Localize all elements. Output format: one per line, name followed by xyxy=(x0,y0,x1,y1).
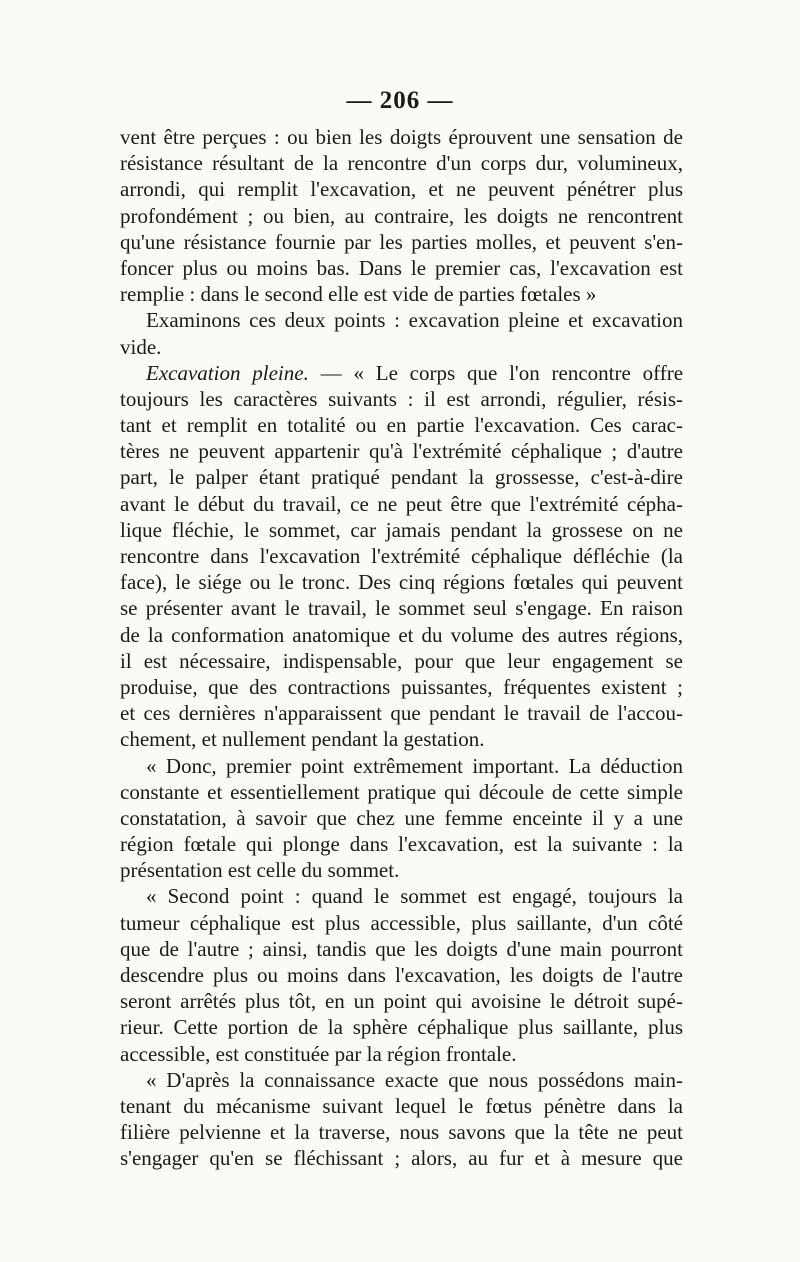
text-line: lique fléchie, le sommet, car jamais pendant la grossese on ne xyxy=(120,517,683,542)
text-line: avant le début du travail, ce ne peut être que l'extrémité cépha- xyxy=(120,491,683,516)
text-line-rest: — « Le corps que l'on rencontre offre xyxy=(320,360,684,385)
text-line: rencontre dans l'excavation l'extrémité céphalique défléchie (la xyxy=(120,544,683,568)
text-line: de la conformation anatomique et du volume des autres régions, xyxy=(120,622,683,647)
text-line: résistance résultant de la rencontre d'un corps dur, volumineux, xyxy=(120,151,683,176)
section-heading-italic: Excavation pleine. xyxy=(146,360,309,385)
text-line: vent être perçues : ou bien les doigts éprouvent une sensation de xyxy=(120,125,683,149)
text-line: « Donc, premier point extrêmement important. La déduction xyxy=(146,753,683,778)
text-line: il est nécessaire, indispensable, pour que leur engagement se xyxy=(120,648,683,673)
text-line: accessible, est constituée par la région frontale. xyxy=(120,1041,517,1066)
text-line: que de l'autre ; ainsi, tandis que les doigts d'une main pourront xyxy=(120,936,683,961)
text-line: se présenter avant le travail, le sommet seul s'engage. En raison xyxy=(120,596,683,621)
text-line: « D'après la connaissance exacte que nous possédons main- xyxy=(146,1067,683,1092)
text-line: tenant du mécanisme suivant lequel le fœtus pénètre dans la xyxy=(120,1093,683,1118)
text-line: part, le palper étant pratiqué pendant la grossesse, c'est-à-dire xyxy=(120,465,683,490)
text-line: arrondi, qui remplit l'excavation, et ne peuvent pénétrer plus xyxy=(120,177,683,202)
text-line: tant et remplit en totalité ou en partie l'excavation. Ces carac- xyxy=(120,413,683,438)
text-line: descendre plus ou moins dans l'excavation, les doigts de l'autre xyxy=(120,963,683,987)
text-line: présentation est celle du sommet. xyxy=(120,858,400,883)
text-line: tumeur céphalique est plus accessible, plus saillante, d'un côté xyxy=(120,910,683,935)
text-line: tères ne peuvent appartenir qu'à l'extrémité céphalique ; d'autre xyxy=(120,439,683,464)
text-line: foncer plus ou moins bas. Dans le premier cas, l'excavation est xyxy=(120,255,683,280)
text-line: Examinons ces deux points : excavation pleine et excavation xyxy=(146,308,683,333)
text-line: constante et essentiellement pratique qui découle de cette simple xyxy=(120,779,683,804)
text-line: qu'une résistance fournie par les parties molles, et peuvent s'en- xyxy=(120,229,683,254)
text-line: vide. xyxy=(120,334,162,359)
text-line: chement, et nullement pendant la gestation. xyxy=(120,727,485,752)
text-line: face), le siége ou le tronc. Des cinq régions fœtales qui peuvent xyxy=(120,570,683,595)
text-line: seront arrêtés plus tôt, en un point qui avoisine le détroit supé- xyxy=(120,989,683,1014)
text-line: « Second point : quand le sommet est engagé, toujours la xyxy=(146,884,683,909)
text-line: s'engager qu'en se fléchissant ; alors, au fur et à mesure que xyxy=(120,1146,683,1171)
text-line-with-heading xyxy=(120,360,683,386)
text-line: et ces dernières n'apparaissent que pendant le travail de l'accou- xyxy=(120,701,683,726)
text-line: constatation, à savoir que chez une femme enceinte il y a une xyxy=(120,805,683,830)
text-line: profondément ; ou bien, au contraire, les doigts ne rencontrent xyxy=(120,203,683,228)
text-line: remplie : dans le second elle est vide de parties fœtales » xyxy=(120,282,597,307)
text-line: toujours les caractères suivants : il est arrondi, régulier, résis- xyxy=(120,386,683,411)
text-line: filière pelvienne et la traverse, nous savons que la tête ne peut xyxy=(120,1120,683,1145)
page-number: — 206 — xyxy=(346,87,454,114)
text-line: rieur. Cette portion de la sphère céphalique plus saillante, plus xyxy=(120,1015,683,1040)
body-text xyxy=(120,124,683,1172)
text-line: produise, que des contractions puissantes, fréquentes existent ; xyxy=(120,674,683,699)
text-line: région fœtale qui plonge dans l'excavation, est la suivante : la xyxy=(120,832,683,857)
